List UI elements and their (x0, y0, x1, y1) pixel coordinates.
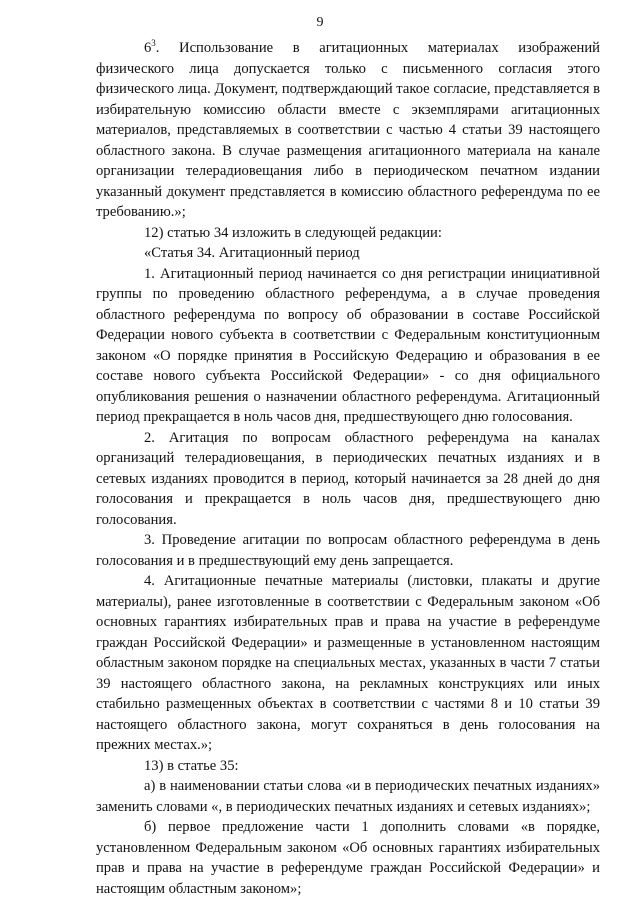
page-number: 9 (316, 15, 324, 30)
paragraph-number: 6 (144, 40, 152, 56)
article-34-part-3: 3. Проведение агитации по вопросам областного референдума в день голосования и в предшествующий ему день запрещается. (96, 532, 600, 569)
article-34-part-2: 2. Агитация по вопросам областного референдума на каналах организаций телерадиовещания, в периодических печатных изданиях и в сетевых изданиях проводится в период, который начинается за 28 дней до дня голосования и прекращается в ноль часов дня, предшествующего дню голосования. (96, 429, 600, 528)
subitem-b: б) первое предложение части 1 дополнить словами «в порядке, установленном Федеральным законом «Об основных гарантиях избирательных прав и права на участие в референдуме граждан Российской Федерации» и настоящим областным законом»; (96, 819, 600, 897)
paragraph-text: . Использование в агитационных материалах изображений физического лица допускается только с письменного согласия этого физического лица. Документ, подтверждающий такое согласие, представляется в избирательную комиссию области вместе с экземплярами агитационных материалов, представляемых в соответствии с частью 4 статьи 39 настоящего областного закона. В случае размещения агитационного материала на канале организации телерадиовещания либо в периодическом печатном издании указанный документ представляется в комиссию областного референдума по ее требованию.»; (96, 40, 600, 220)
document-body (96, 38, 600, 899)
article-34-heading: «Статья 34. Агитационный период (144, 245, 360, 261)
subitem-a: а) в наименовании статьи слова «и в периодических печатных изданиях» заменить словами «, в периодических печатных изданиях и сетевых изданиях»; (96, 778, 600, 815)
paragraph-item-13: 13) в статье 35: (144, 757, 239, 774)
paragraph-6-3 (96, 38, 600, 223)
paragraph-superscript: 3 (151, 38, 156, 49)
article-34-part-1: 1. Агитационный период начинается со дня регистрации инициативной группы по проведению областного референдума, а в случае проведения областного референдума по вопросу об образовании в составе Российской Федерации нового субъекта в соответствии с Федеральным конституционным законом «О порядке принятия в Российскую Федерацию и образования в ее составе нового субъекта Российской Федерации» - со дня официального опубликования решения о назначении областного референдума. Агитационный период прекращается в ноль часов дня, предшествующего дню голосования. (96, 265, 600, 425)
article-34-part-4: 4. Агитационные печатные материалы (листовки, плакаты и другие материалы), ранее изготовленные в соответствии с Федеральным законом «Об основных гарантиях избирательных прав и права на участие в референдуме граждан Российской Федерации» и размещенные в установленном настоящим областным законом порядке на специальных местах, указанных в части 7 статьи 39 настоящего областного закона, на рекламных конструкциях или иных стабильно размещенных объектах в соответствии с частями 8 и 10 статьи 39 настоящего областного закона, могут сохраняться в день голосования на прежних местах.»; (96, 573, 600, 753)
paragraph-item-12: 12) статью 34 изложить в следующей редакции: (144, 224, 442, 241)
